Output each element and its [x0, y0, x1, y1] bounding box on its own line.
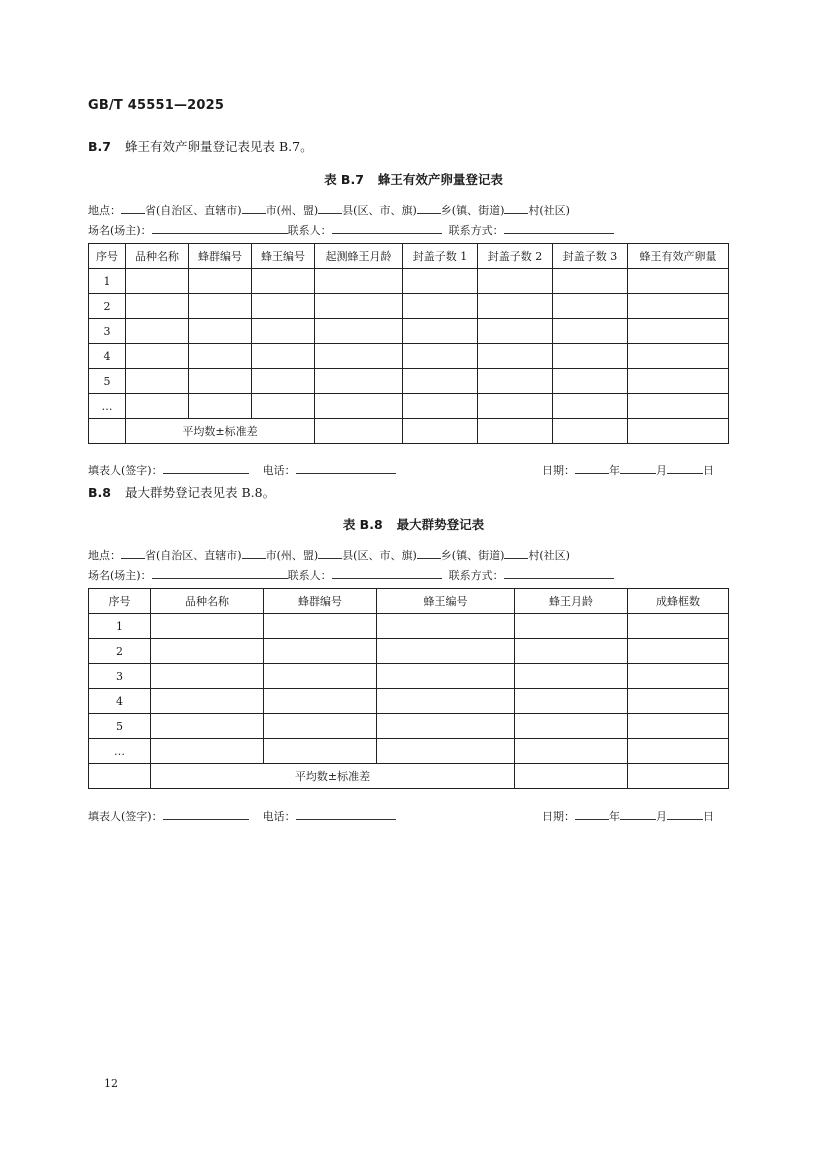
table-cell[interactable] [403, 294, 478, 319]
table-cell[interactable] [403, 344, 478, 369]
table-cell[interactable] [628, 344, 729, 369]
footer-b8 [88, 808, 714, 824]
day-label: 日 [703, 464, 714, 477]
section-number: B.8 [88, 485, 111, 500]
column-header: 蜂王月龄 [515, 589, 628, 614]
table-header-row [89, 244, 729, 269]
row-index: 4 [89, 344, 126, 369]
table-cell[interactable] [478, 319, 553, 344]
location-line-b7 [88, 202, 570, 218]
column-header: 序号 [89, 244, 126, 269]
table-cell[interactable] [628, 419, 729, 444]
table-cell[interactable] [377, 714, 515, 739]
month-blank[interactable] [620, 462, 656, 474]
date-label: 日期： [542, 810, 575, 823]
row-index: 1 [89, 269, 126, 294]
table-cell[interactable] [553, 419, 628, 444]
table-cell[interactable] [126, 394, 189, 419]
township-label: 乡(镇、街道) [440, 549, 505, 562]
contact-person-label: 联系人： [287, 224, 332, 237]
blank-field[interactable] [242, 547, 266, 559]
province-label: 省(自治区、直辖市) [145, 204, 242, 217]
table-row [89, 394, 729, 419]
table-cell[interactable] [628, 369, 729, 394]
table-cell[interactable] [515, 689, 628, 714]
table-cell[interactable] [515, 664, 628, 689]
blank-field[interactable] [242, 202, 266, 214]
date-label: 日期： [542, 464, 575, 477]
year-blank[interactable] [575, 808, 609, 820]
table-cell[interactable] [151, 714, 264, 739]
blank-field[interactable] [121, 202, 145, 214]
table-cell[interactable] [189, 319, 252, 344]
section-number: B.7 [88, 139, 111, 154]
table-cell [89, 764, 151, 789]
farm-name-label: 场名(场主)： [88, 224, 152, 237]
month-label: 月 [656, 810, 667, 823]
table-cell[interactable] [189, 269, 252, 294]
day-blank[interactable] [667, 462, 703, 474]
column-header: 封盖子数 2 [478, 244, 553, 269]
blank-field[interactable] [417, 547, 441, 559]
column-header: 蜂王有效产卵量 [628, 244, 729, 269]
column-header: 蜂王编号 [252, 244, 315, 269]
table-b8 [88, 588, 729, 789]
contact-method-blank[interactable] [504, 567, 614, 579]
table-number: 表 B.7 [324, 172, 364, 187]
table-cell[interactable] [628, 639, 729, 664]
year-label: 年 [609, 810, 620, 823]
section-text: 最大群势登记表见表 B.8。 [124, 485, 276, 500]
page-number: 12 [104, 1077, 118, 1090]
section-b7-intro [88, 137, 313, 155]
county-label: 县(区、市、旗) [342, 549, 417, 562]
table-cell[interactable] [515, 614, 628, 639]
table-cell[interactable] [628, 739, 729, 764]
column-header: 封盖子数 3 [553, 244, 628, 269]
table-cell[interactable] [478, 419, 553, 444]
village-label: 村(社区) [528, 549, 570, 562]
farm-name-blank[interactable] [152, 222, 288, 234]
table-cell[interactable] [315, 419, 403, 444]
table-cell[interactable] [377, 614, 515, 639]
village-label: 村(社区) [528, 204, 570, 217]
row-index: 3 [89, 664, 151, 689]
table-cell[interactable] [377, 664, 515, 689]
summary-row [89, 419, 729, 444]
row-index: 1 [89, 614, 151, 639]
table-cell[interactable] [515, 714, 628, 739]
filler-blank[interactable] [163, 808, 249, 820]
column-header: 起测蜂王月龄 [315, 244, 403, 269]
table-cell[interactable] [252, 319, 315, 344]
table-cell[interactable] [478, 344, 553, 369]
table-cell[interactable] [553, 394, 628, 419]
row-index: 5 [89, 369, 126, 394]
table-row [89, 269, 729, 294]
month-blank[interactable] [620, 808, 656, 820]
table-cell[interactable] [189, 294, 252, 319]
table-cell[interactable] [515, 739, 628, 764]
table-cell[interactable] [264, 664, 377, 689]
standard-number: GB/T 45551—2025 [88, 98, 225, 113]
filler-label: 填表人(签字)： [88, 464, 163, 477]
table-row [89, 319, 729, 344]
table-cell[interactable] [515, 639, 628, 664]
table-cell[interactable] [126, 369, 189, 394]
blank-field[interactable] [417, 202, 441, 214]
location-label: 地点： [88, 204, 121, 217]
table-cell[interactable] [628, 614, 729, 639]
table-cell[interactable] [628, 764, 729, 789]
farm-name-blank[interactable] [152, 567, 288, 579]
table-cell[interactable] [628, 294, 729, 319]
table-cell[interactable] [189, 369, 252, 394]
column-header: 蜂王编号 [377, 589, 515, 614]
farm-line-b8 [88, 567, 614, 583]
table-b8-title [0, 515, 827, 533]
row-index: … [89, 394, 126, 419]
table-row [89, 369, 729, 394]
blank-field[interactable] [318, 202, 342, 214]
row-index: 2 [89, 639, 151, 664]
contact-method-label: 联系方式： [448, 224, 504, 237]
location-line-b8 [88, 547, 570, 563]
table-cell[interactable] [628, 269, 729, 294]
table-cell[interactable] [553, 369, 628, 394]
table-row [89, 689, 729, 714]
year-blank[interactable] [575, 462, 609, 474]
township-label: 乡(镇、街道) [440, 204, 505, 217]
table-cell[interactable] [264, 689, 377, 714]
column-header: 品种名称 [151, 589, 264, 614]
table-cell[interactable] [553, 294, 628, 319]
table-cell[interactable] [403, 319, 478, 344]
table-cell[interactable] [377, 689, 515, 714]
table-cell[interactable] [515, 764, 628, 789]
table-cell[interactable] [315, 319, 403, 344]
table-number: 表 B.8 [342, 517, 383, 532]
table-row [89, 664, 729, 689]
phone-blank[interactable] [296, 808, 396, 820]
table-cell[interactable] [126, 344, 189, 369]
table-cell[interactable] [252, 369, 315, 394]
day-blank[interactable] [667, 808, 703, 820]
summary-row [89, 764, 729, 789]
province-label: 省(自治区、直辖市) [145, 549, 242, 562]
table-cell[interactable] [553, 344, 628, 369]
table-cell[interactable] [126, 269, 189, 294]
table-cell[interactable] [315, 394, 403, 419]
table-b7 [88, 243, 729, 444]
table-cell[interactable] [403, 419, 478, 444]
phone-label: 电话： [262, 810, 296, 823]
location-label: 地点： [88, 549, 121, 562]
month-label: 月 [656, 464, 667, 477]
table-cell[interactable] [264, 739, 377, 764]
column-header: 成蜂框数 [628, 589, 729, 614]
table-cell[interactable] [252, 394, 315, 419]
table-cell[interactable] [252, 269, 315, 294]
row-index: 5 [89, 714, 151, 739]
farm-line-b7 [88, 222, 614, 238]
column-header: 封盖子数 1 [403, 244, 478, 269]
table-cell[interactable] [189, 344, 252, 369]
city-label: 市(州、盟) [265, 204, 319, 217]
table-cell[interactable] [628, 319, 729, 344]
contact-person-blank[interactable] [332, 567, 442, 579]
blank-field[interactable] [121, 547, 145, 559]
table-cell[interactable] [628, 664, 729, 689]
table-cell[interactable] [264, 614, 377, 639]
table-cell[interactable] [403, 394, 478, 419]
table-b7-title [0, 170, 827, 188]
blank-field[interactable] [504, 547, 528, 559]
column-header: 序号 [89, 589, 151, 614]
table-cell[interactable] [315, 294, 403, 319]
table-row [89, 614, 729, 639]
table-cell[interactable] [151, 639, 264, 664]
farm-name-label: 场名(场主)： [88, 569, 152, 582]
section-b8-intro [88, 483, 275, 501]
table-row [89, 639, 729, 664]
table-header-row [89, 589, 729, 614]
table-cell[interactable] [478, 269, 553, 294]
contact-method-label: 联系方式： [448, 569, 504, 582]
city-label: 市(州、盟) [265, 549, 319, 562]
filler-blank[interactable] [163, 462, 249, 474]
phone-label: 电话： [262, 464, 296, 477]
table-cell[interactable] [478, 369, 553, 394]
row-index: 3 [89, 319, 126, 344]
table-row [89, 739, 729, 764]
row-index: … [89, 739, 151, 764]
row-index: 4 [89, 689, 151, 714]
section-text: 蜂王有效产卵量登记表见表 B.7。 [124, 139, 313, 154]
row-index: 2 [89, 294, 126, 319]
table-row [89, 714, 729, 739]
table-cell[interactable] [151, 664, 264, 689]
summary-label: 平均数±标准差 [126, 419, 315, 444]
contact-person-blank[interactable] [332, 222, 442, 234]
table-cell[interactable] [553, 269, 628, 294]
table-cell[interactable] [151, 689, 264, 714]
blank-field[interactable] [504, 202, 528, 214]
table-cell[interactable] [478, 394, 553, 419]
table-cell[interactable] [628, 394, 729, 419]
table-cell[interactable] [403, 269, 478, 294]
column-header: 蜂群编号 [189, 244, 252, 269]
summary-label: 平均数±标准差 [151, 764, 515, 789]
footer-b7 [88, 462, 714, 478]
table-cell[interactable] [126, 319, 189, 344]
table-cell[interactable] [315, 369, 403, 394]
day-label: 日 [703, 810, 714, 823]
table-cell[interactable] [252, 294, 315, 319]
blank-field[interactable] [318, 547, 342, 559]
table-cell[interactable] [315, 269, 403, 294]
table-cell[interactable] [377, 739, 515, 764]
table-cell[interactable] [264, 714, 377, 739]
contact-person-label: 联系人： [287, 569, 332, 582]
table-cell[interactable] [478, 294, 553, 319]
table-cell[interactable] [151, 739, 264, 764]
date-field [542, 462, 714, 478]
table-cell[interactable] [403, 369, 478, 394]
year-label: 年 [609, 464, 620, 477]
table-cell[interactable] [126, 294, 189, 319]
table-cell[interactable] [628, 689, 729, 714]
date-field [542, 808, 714, 824]
table-cell[interactable] [315, 344, 403, 369]
county-label: 县(区、市、旗) [342, 204, 417, 217]
contact-method-blank[interactable] [504, 222, 614, 234]
column-header: 蜂群编号 [264, 589, 377, 614]
table-cell[interactable] [189, 394, 252, 419]
table-cell[interactable] [553, 319, 628, 344]
table-title-text: 蜂王有效产卵量登记表 [377, 172, 503, 187]
column-header: 品种名称 [126, 244, 189, 269]
table-cell[interactable] [377, 639, 515, 664]
table-title-text: 最大群势登记表 [396, 517, 485, 532]
table-cell[interactable] [252, 344, 315, 369]
table-cell[interactable] [628, 714, 729, 739]
table-row [89, 294, 729, 319]
table-cell[interactable] [264, 639, 377, 664]
table-cell[interactable] [151, 614, 264, 639]
table-cell [89, 419, 126, 444]
phone-blank[interactable] [296, 462, 396, 474]
table-row [89, 344, 729, 369]
filler-label: 填表人(签字)： [88, 810, 163, 823]
